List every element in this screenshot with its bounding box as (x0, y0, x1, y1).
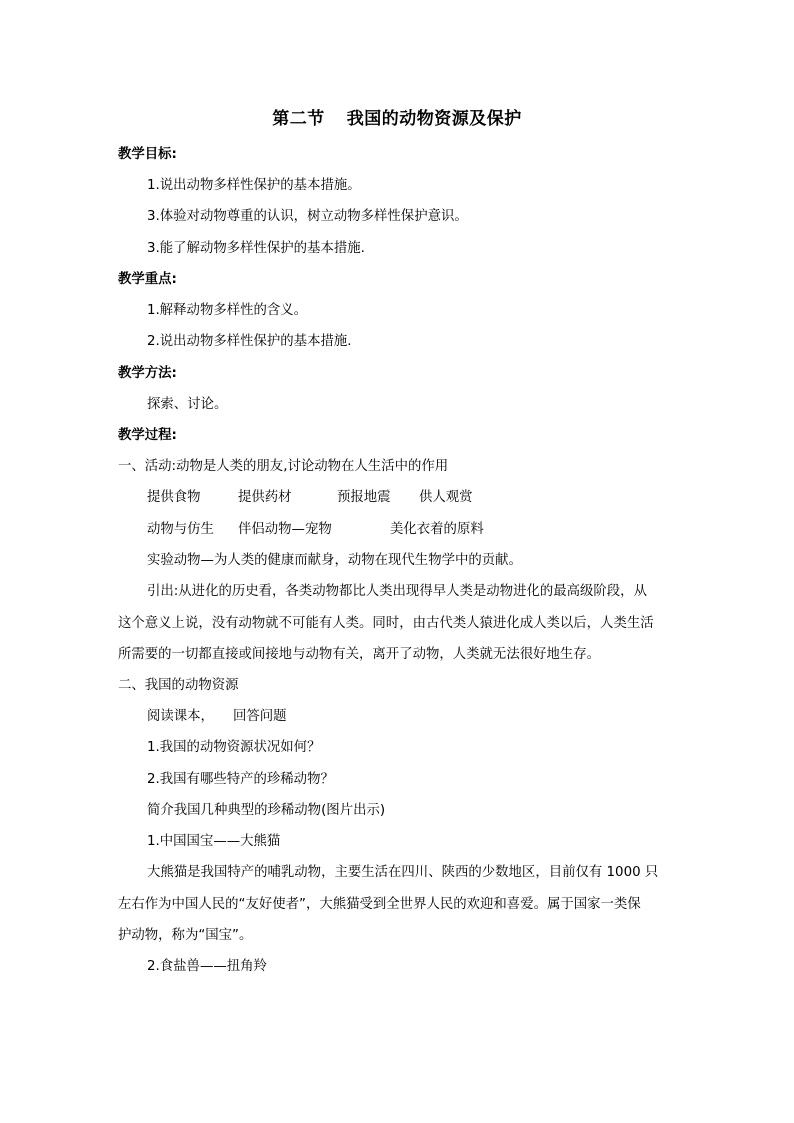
use-item: 提供药材 (238, 490, 292, 505)
process-heading: 教学过程: (118, 428, 177, 443)
objective-item: 3.体验对动物尊重的认识，树立动物多样性保护意识。 (147, 209, 468, 224)
subheading: 2.食盐兽——扭角羚 (147, 959, 267, 974)
paragraph: 左右作为中国人民的“友好使者”，大熊猫受到全世界人民的欢迎和喜爱。属于国家一类保 (118, 897, 641, 912)
uses-row (147, 520, 484, 540)
paragraph: 引出:从进化的历史看，各类动物都比人类出现得早人类是动物进化的最高级阶段，从 (147, 584, 647, 599)
question-item: 2.我国有哪些特产的珍稀动物？ (147, 772, 334, 787)
section-heading: 二、我国的动物资源 (118, 678, 239, 693)
use-item: 伴侣动物—宠物 (238, 522, 332, 537)
key-point-item: 2.说出动物多样性保护的基本措施. (147, 334, 352, 349)
page-title (0, 104, 794, 129)
use-item: 动物与仿生 (147, 522, 214, 537)
objective-item: 1.说出动物多样性保护的基本措施。 (147, 178, 361, 193)
uses-row (147, 488, 473, 508)
key-point-item: 1.解释动物多样性的含义。 (147, 303, 308, 318)
read-task-item: 回答问题 (233, 709, 287, 724)
read-task (147, 707, 287, 727)
title-section: 第二节 (272, 109, 325, 129)
use-item: 供人观赏 (419, 490, 473, 505)
paragraph: 这个意义上说，没有动物就不可能有人类。同时，由古代类人猿进化成人类以后，人类生活 (118, 616, 654, 631)
key-points-heading: 教学重点: (118, 272, 177, 287)
objectives-heading: 教学目标: (118, 147, 177, 162)
objective-item: 3.能了解动物多样性保护的基本措施. (147, 241, 365, 256)
use-item: 预报地震 (337, 490, 391, 505)
read-task-item: 阅读课本， (147, 709, 214, 724)
paragraph: 简介我国几种典型的珍稀动物(图片出示) (147, 803, 386, 818)
paragraph: 实验动物—为人类的健康而献身，动物在现代生物学中的贡献。 (147, 553, 522, 568)
use-item: 美化衣着的原料 (390, 522, 484, 537)
paragraph: 大熊猫是我国特产的哺乳动物，主要生活在四川、陕西的少数地区，目前仅有 1000 只 (147, 865, 659, 880)
subheading: 1.中国国宝——大熊猫 (147, 834, 281, 849)
title-topic: 我国的动物资源及保护 (346, 109, 522, 129)
question-item: 1.我国的动物资源状况如何？ (147, 740, 321, 755)
paragraph: 护动物，称为“国宝”。 (118, 928, 253, 943)
methods-text: 探索、讨论。 (147, 397, 228, 412)
use-item: 提供食物 (147, 490, 201, 505)
paragraph: 所需要的一切都直接或间接地与动物有关，离开了动物，人类就无法很好地生存。 (118, 647, 601, 662)
section-heading: 一、活动:动物是人类的朋友,讨论动物在人生活中的作用 (118, 459, 449, 474)
methods-heading: 教学方法: (118, 366, 177, 381)
